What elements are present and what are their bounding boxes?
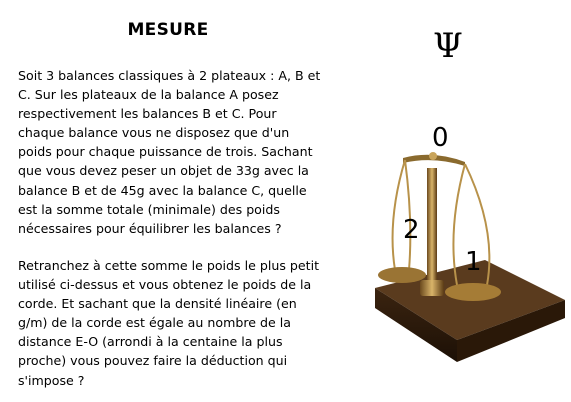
- paragraph-line: poids pour chaque puissance de trois. Sachant: [18, 144, 313, 160]
- top-label: 0: [432, 123, 449, 153]
- paragraph-line: proche) vous pouvez faire la déduction qui: [18, 353, 288, 369]
- paragraph-line: Soit 3 balances classiques à 2 plateaux : A, B et: [18, 68, 321, 83]
- paragraph-line: Retranchez à cette somme le poids le plus petit: [18, 258, 320, 273]
- paragraph-line: nécessaires pour équilibrer les balances ?: [18, 220, 282, 236]
- instruction-paragraph: [18, 256, 348, 390]
- psi-symbol-icon: Ψ: [433, 26, 463, 66]
- paragraph-line: s'impose ?: [18, 372, 85, 388]
- paragraph-line: g/m) de la corde est égale au nombre de la: [18, 315, 291, 331]
- problem-paragraph: [18, 66, 348, 238]
- paragraph-line: corde. Et sachant que la densité linéaire (en: [18, 296, 297, 312]
- paragraph-line: balance B et de 45g avec la balance C, quelle: [18, 182, 307, 198]
- paragraph-line: distance E-O (arrondi à la centaine la plus: [18, 334, 283, 350]
- paragraph-line: C. Sur les plateaux de la balance A posez: [18, 87, 279, 103]
- paragraph-line: respectivement les balances B et C. Pour: [18, 106, 277, 122]
- paragraph-line: que vous devez peser un objet de 33g avec la: [18, 163, 309, 179]
- paragraph-line: chaque balance vous ne disposez que d'un: [18, 125, 290, 141]
- paragraph-line: est la somme totale (minimale) des poids: [18, 201, 280, 217]
- page-title: MESURE: [127, 20, 209, 40]
- paragraph-line: utilisé ci-dessus et vous obtenez le poids de la: [18, 277, 312, 293]
- right-pan-label: 1: [465, 247, 482, 277]
- balance-scale-illustration: [365, 110, 565, 370]
- left-pan-label: 2: [403, 215, 420, 245]
